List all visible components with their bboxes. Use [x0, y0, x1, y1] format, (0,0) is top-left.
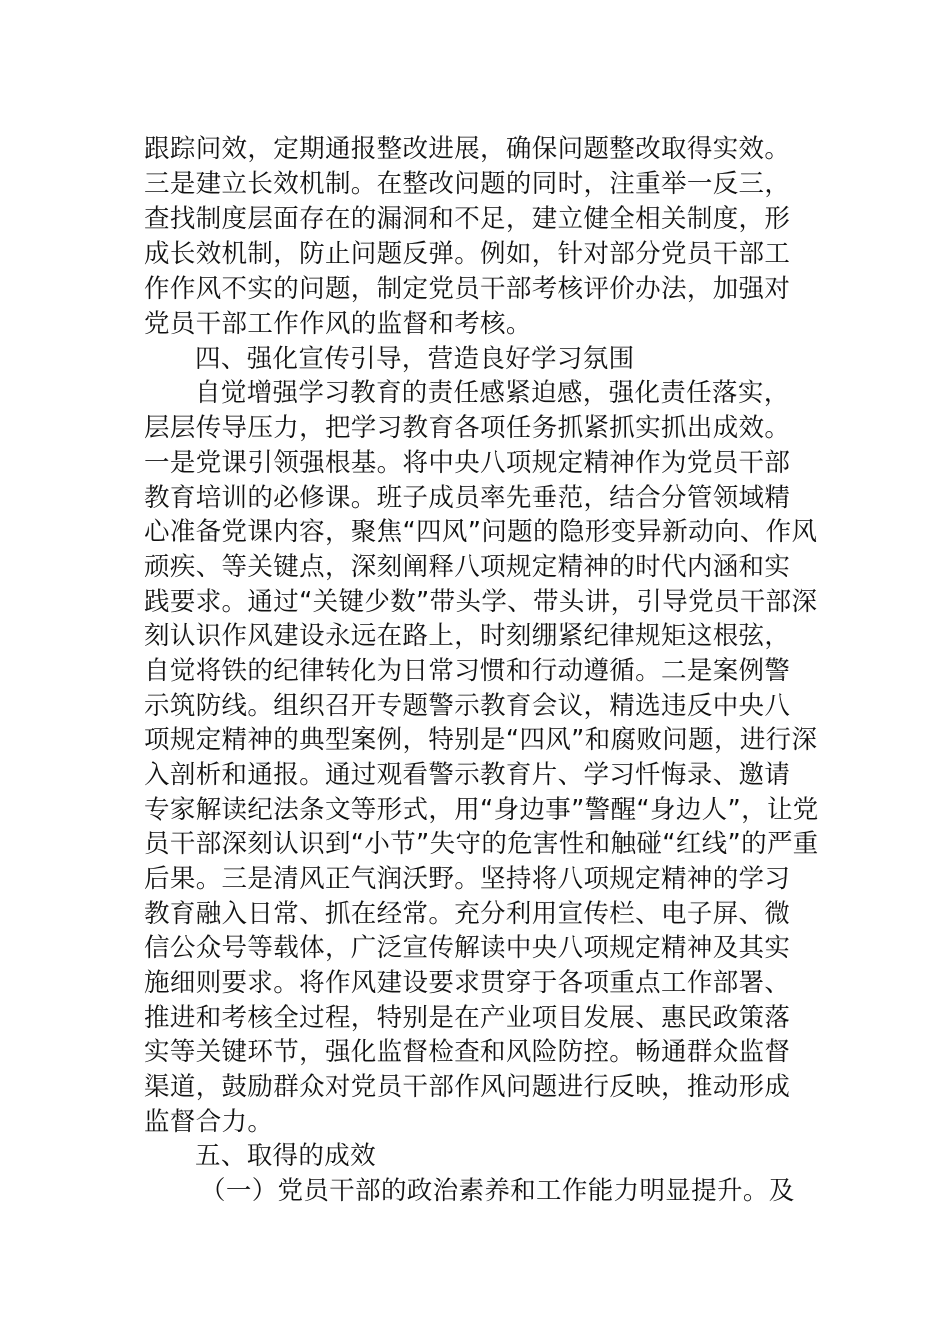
body-text-line: 示筑防线。组织召开专题警示教育会议，精选违反中央八	[144, 691, 791, 721]
subsection-heading: （一）党员干部的政治素养和工作能力明显提升。及	[200, 1176, 795, 1206]
paragraph-first-line: 自觉增强学习教育的责任感紧迫感，强化责任落实，	[195, 378, 790, 408]
body-text-line: 刻认识作风建设永远在路上，时刻绷紧纪律规矩这根弦，	[144, 621, 791, 651]
body-text-line: 党员干部工作作风的监督和考核。	[144, 309, 532, 339]
body-text-line: 监督合力。	[144, 1107, 274, 1137]
body-text-line: 心准备党课内容，聚焦“四风”问题的隐形变异新动向、作风	[144, 517, 818, 547]
body-text-line: 项规定精神的典型案例，特别是“四风”和腐败问题，进行深	[144, 725, 818, 755]
body-text-line: 作作风不实的问题，制定党员干部考核评价办法，加强对	[144, 274, 791, 304]
section-heading: 五、取得的成效	[195, 1141, 376, 1171]
body-text-line: 层层传导压力，把学习教育各项任务抓紧抓实抓出成效。	[144, 413, 791, 443]
body-text-line: 三是建立长效机制。在整改问题的同时，注重举一反三，	[144, 169, 791, 199]
body-text-line: 专家解读纪法条文等形式，用“身边事”警醒“身边人”，让党	[144, 795, 819, 825]
body-text-line: 实等关键环节，强化监督检查和风险防控。畅通群众监督	[144, 1037, 791, 1067]
body-text-line: 员干部深刻认识到“小节”失守的危害性和触碰“红线”的严重	[144, 829, 819, 859]
section-heading: 四、强化宣传引导，营造良好学习氛围	[195, 344, 635, 374]
body-text-line: 入剖析和通报。通过观看警示教育片、学习忏悔录、邀请	[144, 760, 791, 790]
body-text-line: 查找制度层面存在的漏洞和不足，建立健全相关制度，形	[144, 204, 791, 234]
body-text-line: 成长效机制，防止问题反弹。例如，针对部分党员干部工	[144, 239, 791, 269]
body-text-line: 教育融入日常、抓在经常。充分利用宣传栏、电子屏、微	[144, 899, 791, 929]
body-text-line: 推进和考核全过程，特别是在产业项目发展、惠民政策落	[144, 1003, 791, 1033]
body-text-line: 后果。三是清风正气润沃野。坚持将八项规定精神的学习	[144, 864, 791, 894]
body-text-line: 一是党课引领强根基。将中央八项规定精神作为党员干部	[144, 448, 791, 478]
body-text-line: 跟踪问效，定期通报整改进展，确保问题整改取得实效。	[144, 134, 791, 164]
body-text-line: 信公众号等载体，广泛宣传解读中央八项规定精神及其实	[144, 933, 791, 963]
body-text-line: 渠道，鼓励群众对党员干部作风问题进行反映，推动形成	[144, 1072, 791, 1102]
body-text-line: 顽疾、等关键点，深刻阐释八项规定精神的时代内涵和实	[144, 552, 791, 582]
body-text-line: 践要求。通过“关键少数”带头学、带头讲，引导党员干部深	[144, 587, 818, 617]
body-text-line: 自觉将铁的纪律转化为日常习惯和行动遵循。二是案例警	[144, 656, 791, 686]
body-text-line: 施细则要求。将作风建设要求贯穿于各项重点工作部署、	[144, 968, 791, 998]
body-text-line: 教育培训的必修课。班子成员率先垂范，结合分管领域精	[144, 483, 791, 513]
